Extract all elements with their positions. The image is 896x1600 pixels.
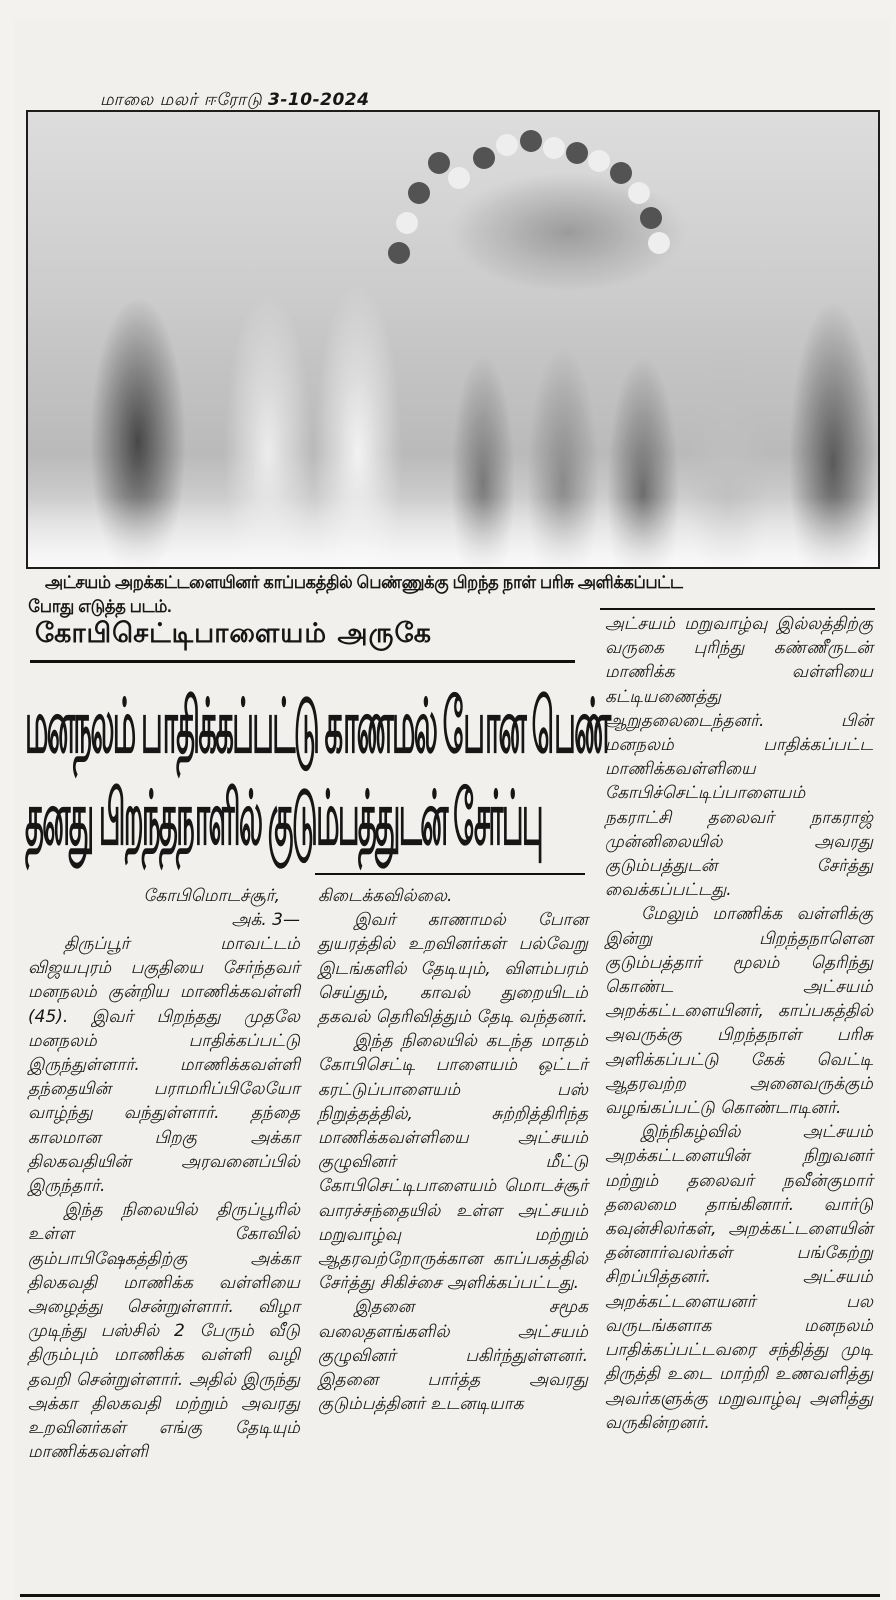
caption-line-1: அட்சயம் அறக்கட்டளையினர் காப்பகத்தில் பெண்ணுக்கு பிறந்த நாள் பரிசு அளிக்கப்பட்ட — [45, 572, 683, 592]
caption-line-2: போது எடுத்த படம். — [28, 596, 172, 616]
paragraph: மேலும் மாணிக்க வள்ளிக்கு இன்று பிறந்தநாளென குடும்பத்தார் மூலம் தெரிந்து கொண்ட அட்சயம் அறக்கட்டளையினர், காப்பகத்தில் அவருக்கு பிறந்தநாள் பரிசு அளிக்கப்பட்டு கேக் வெட்டி ஆதரவற்ற அனைவருக்கும் வழங்கப்பட்டு கொண்டாடினர். — [605, 904, 873, 1119]
paragraph: அட்சயம் மறுவாழ்வு இல்லத்திற்கு வருகை புரிந்து கண்ணீருடன் மாணிக்க வள்ளியை கட்டியணைத்து ஆறுதலைடைந்தனர். பின் மனநலம் பாதிக்கப்பட்ட மாணிக்கவள்ளியை கோபிச்செட்டிப்பாளையம் நகராட்சி தலைவர் நாகராஜ் முன்னிலையில் அவரது குடும்பத்துடன் சேர்த்து வைக்கப்பட்டது. — [605, 614, 873, 901]
paragraph: இதனை சமூக வலைதளங்களில் அட்சயம் குழுவினர் பகிர்ந்துள்ளனர். இதனை பார்த்த அவரது குடும்பத்தினர் உடனடியாக — [318, 1297, 588, 1415]
headline-line-2: தனது பிறந்தநாளில் குடும்பத்துடன் சேர்ப்பு — [25, 777, 542, 862]
masthead-dateline — [100, 90, 369, 112]
article-column-1 — [28, 884, 300, 1464]
kicker-divider — [30, 660, 575, 663]
column-top-divider — [600, 608, 875, 610]
article-kicker: கோபிசெட்டிபாளையம் அருகே — [35, 618, 432, 649]
paragraph: திருப்பூர் மாவட்டம் விஜயபுரம் பகுதியை சேர்ந்தவர் மனநலம் குன்றிய மாணிக்கவள்ளி (45). இவர் பிறந்தது முதலே மனநலம் பாதிக்கப்பட்டு இருந்துள்ளார். மாணிக்கவள்ளி தந்தையின் பராமரிப்பிலேயோ வாழ்ந்து வந்துள்ளார். தந்தை காலமான பிறகு அக்கா திலகவதியின் அரவனைப்பில் இருந்தார். — [28, 934, 300, 1197]
paragraph: இந்த நிலையில் திருப்பூரில் உள்ள கோவில் கும்பாபிஷேகத்திற்கு அக்கா திலகவதி மாணிக்க வள்ளியை அழைத்து சென்றுள்ளார். விழா முடிந்து பஸ்சில் 2 பேரும் வீடு திரும்பும் மாணிக்க வள்ளி வழி தவறி சென்றுள்ளார். அதில் இருந்து அக்கா திலகவதி மற்றும் அவரது உறவினர்கள் எங்கு தேடியும் மாணிக்கவள்ளி — [28, 1200, 300, 1463]
headline-bottom-divider — [315, 873, 585, 875]
photo-caption — [28, 570, 817, 618]
paragraph: இவர் காணாமல் போன துயரத்தில் உறவினர்கள் பல்வேறு இடங்களில் தேடியும், விளம்பரம் செய்தும், காவல் துறையிடம் தகவல் தெரிவித்தும் தேடி வந்தனர். — [318, 910, 588, 1028]
paragraph: இந்த நிலையில் கடந்த மாதம் கோபிசெட்டி பாளையம் ஒட்டர் கரட்டுப்பாளையம் பஸ் நிறுத்தத்தில், சுற்றித்திரிந்த மாணிக்கவள்ளியை அட்சயம் குழுவினர் மீட்டு கோபிசெட்டிபாளையம் மொடச்சூர் வாரச்சந்தையில் உள்ள அட்சயம் மறுவாழ்வு மற்றும் ஆதரவற்றோருக்கான காப்பகத்தில் சேர்த்து சிகிச்சை அளிக்கப்பட்டது. — [318, 1031, 588, 1294]
headline-line-1: மனநலம் பாதிக்கப்பட்டு காணமல் போன பெண் — [25, 685, 610, 770]
news-photo — [26, 110, 880, 569]
article-bottom-border — [20, 1594, 880, 1597]
paragraph: கிடைக்கவில்லை. — [318, 886, 453, 906]
paragraph: இந்நிகழ்வில் அட்சயம் அறக்கட்டளையின் நிறுவனர் மற்றும் தலைவர் நவீன்குமார் தலைமை தாங்கினார். வார்டு கவுன்சிலர்கள், அறக்கட்டளையின் தன்னார்வலர்கள் பங்கேற்று சிறப்பித்தனர். அட்சயம் அறக்கட்டளையனர் பல வருடங்களாக மனநலம் பாதிக்கப்பட்டவரை சந்தித்து முடி திருத்தி உடை மாற்றி உணவளித்து அவர்களுக்கு மறுவாழ்வு அளித்து வருகின்றனர். — [605, 1122, 873, 1433]
article-column-2 — [318, 884, 588, 1416]
publication-date: 3-10-2024 — [268, 90, 370, 110]
masthead-name: மாலை மலர் ஈரோடு — [100, 90, 263, 110]
byline-place: கோபிமொடச்சூர், — [143, 886, 280, 906]
article-column-3 — [605, 612, 873, 1435]
byline-date: அக். 3— — [231, 910, 300, 930]
